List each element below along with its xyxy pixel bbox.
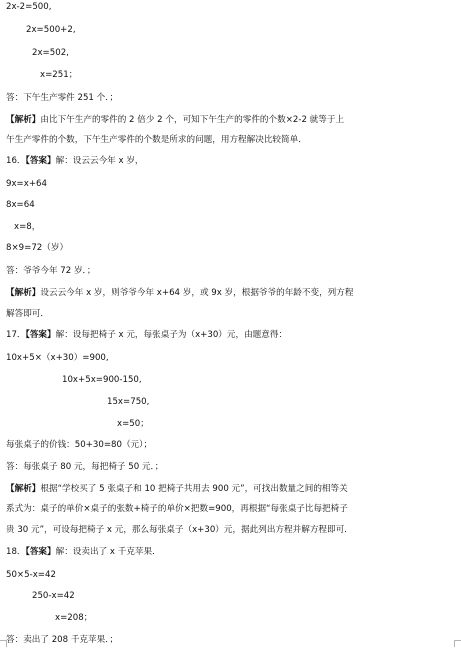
equation-line: 10x+5×（x+30）=900, xyxy=(6,353,109,363)
equation-line: x=8， xyxy=(14,222,41,232)
equation-line: 9x=x+64 xyxy=(6,179,47,189)
page-corner-mark xyxy=(0,640,7,647)
analysis-line: 系式为：桌子的单价×桌子的张数+椅子的单价×把数=900，再根据“每张桌子比每把椅子 xyxy=(6,504,348,514)
analysis-line xyxy=(6,114,344,126)
equation-line: 250-x=42 xyxy=(32,591,75,601)
answer-text: 解：设每把椅子 x 元，每张桌子为（x+30）元，由题意得： xyxy=(55,330,288,340)
analysis-line xyxy=(6,287,353,299)
equation-line: 8x=64 xyxy=(6,200,35,210)
equation-line: x=251； xyxy=(40,70,78,80)
question-number: 16． xyxy=(6,156,26,166)
answer-text: 解：设云云今年 x 岁， xyxy=(55,156,144,166)
equation-line: 15x=750, xyxy=(107,397,150,407)
question-header xyxy=(6,155,144,167)
answer-line: 答：卖出了 208 千克苹果．； xyxy=(6,635,119,645)
price-line: 每张桌子的价钱：50+30=80（元）； xyxy=(6,440,153,450)
equation-line: 50×5-x=42 xyxy=(6,570,56,580)
answer-text: 解：设卖出了 x 千克苹果． xyxy=(55,547,161,557)
equation-line: 8×9=72（岁） xyxy=(6,243,69,253)
equation-line: 2x-2=500, xyxy=(6,2,52,12)
equation-line: 2x=500+2, xyxy=(26,25,76,35)
question-header xyxy=(6,546,161,558)
analysis-line xyxy=(6,483,348,495)
analysis-line: 解答即可． xyxy=(6,309,49,319)
page-corner-mark xyxy=(454,640,461,647)
analysis-line: 贵 30 元”，可设每把椅子 x 元，那么每张桌子（x+30）元，据此列出方程并解方程即可． xyxy=(6,525,353,535)
analysis-text: 由比下午生产的零件的 2 倍少 2 个，可知下午生产的零件的个数×2-2 就等于上 xyxy=(40,115,345,125)
answer-line: 答：爷爷今年 72 岁．； xyxy=(6,266,96,276)
answer-tag: 【答案】 xyxy=(25,156,56,166)
answer-tag: 【答案】 xyxy=(25,547,56,557)
analysis-tag: 【解析】 xyxy=(6,288,41,298)
equation-line: 2x=502, xyxy=(32,48,69,58)
analysis-tag: 【解析】 xyxy=(6,484,41,494)
answer-tag: 【答案】 xyxy=(25,330,56,340)
analysis-text: 根据“学校买了 5 张桌子和 10 把椅子共用去 900 元”，可找出数量之间的相等关 xyxy=(40,484,348,494)
question-number: 17． xyxy=(6,330,26,340)
equation-line: x=50； xyxy=(117,419,149,429)
answer-line: 答：下午生产零件 251 个．； xyxy=(6,93,119,103)
analysis-line: 午生产零件的个数，下午生产零件的个数是所求的问题，用方程解决比较简单． xyxy=(6,135,307,145)
analysis-tag: 【解析】 xyxy=(6,115,41,125)
answer-line: 答：每张桌子 80 元，每把椅子 50 元．； xyxy=(6,462,164,472)
equation-line: 10x+5x=900-150, xyxy=(62,375,142,385)
analysis-text: 设云云今年 x 岁，则爷爷今年 x+64 岁，或 9x 岁，根据爷爷的年龄不变，列方程 xyxy=(40,288,354,298)
question-number: 18． xyxy=(6,547,26,557)
question-header xyxy=(6,329,287,341)
equation-line: x=208； xyxy=(55,613,93,623)
